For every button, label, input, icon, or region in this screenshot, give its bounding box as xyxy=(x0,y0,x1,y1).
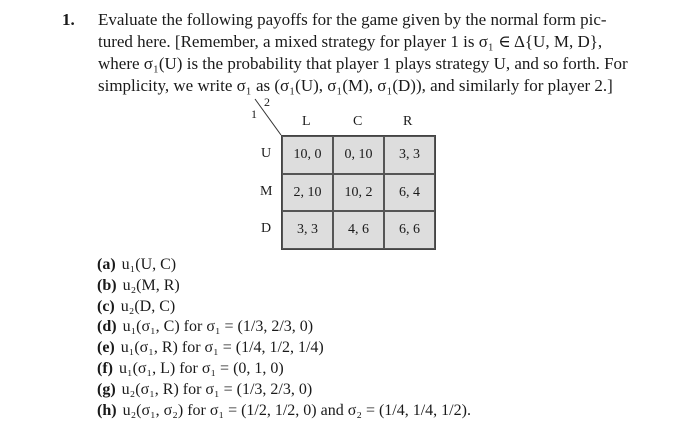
sub-question xyxy=(97,277,180,295)
sub-question-label: (f) xyxy=(97,360,113,377)
sub-question-text: u₁(U, C) xyxy=(121,256,177,273)
payoff-cell: 0, 10 xyxy=(333,136,384,174)
payoff-cell: 10, 0 xyxy=(282,136,333,174)
column-header: R xyxy=(403,114,413,129)
row-header: D xyxy=(261,221,272,236)
column-header: L xyxy=(302,114,311,129)
sub-question-label: (e) xyxy=(97,339,115,357)
sub-question-label: (a) xyxy=(97,256,116,273)
payoff-matrix xyxy=(281,135,436,250)
question-line: tured here. [Remember, a mixed strategy for player 1 is σ₁ ∈ Δ{U, M, D}, xyxy=(98,32,603,51)
sub-question-text: u₂(D, C) xyxy=(120,297,176,315)
payoff-cell: 3, 3 xyxy=(282,211,333,249)
row-header: M xyxy=(260,184,273,199)
payoff-cell: 10, 2 xyxy=(333,174,384,212)
sub-question-text: u₂(σ₁, R) for σ₁ = (1/3, 2/3, 0) xyxy=(121,380,313,398)
column-player-label: 2 xyxy=(264,95,270,109)
sub-question-label: (b) xyxy=(97,276,117,294)
sub-question-label: (h) xyxy=(97,401,117,419)
payoff-cell: 6, 4 xyxy=(384,174,435,212)
sub-question xyxy=(97,318,313,336)
sub-question xyxy=(97,298,175,316)
payoff-cell: 6, 6 xyxy=(384,211,435,249)
sub-question-label: (c) xyxy=(97,297,115,315)
sub-question xyxy=(97,256,176,274)
question-line: simplicity, we write σ₁ as (σ₁(U), σ₁(M), σ₁(D)), and similarly for player 2.] xyxy=(98,76,613,95)
sub-question xyxy=(97,381,312,399)
sub-question-label: (d) xyxy=(97,318,117,336)
sub-question-text: u₁(σ₁, R) for σ₁ = (1/4, 1/2, 1/4) xyxy=(120,339,324,357)
sub-question-label: (g) xyxy=(97,380,116,398)
question-number: 1. xyxy=(62,10,75,29)
column-header: C xyxy=(353,114,363,129)
sub-question xyxy=(97,360,284,378)
payoff-cell: 3, 3 xyxy=(384,136,435,174)
sub-question-text: u₁(σ₁, L) for σ₁ = (0, 1, 0) xyxy=(118,360,284,377)
row-header: U xyxy=(261,146,272,161)
question-line: where σ₁(U) is the probability that player 1 plays strategy U, and so forth. For xyxy=(98,54,628,73)
sub-question xyxy=(97,402,471,420)
sub-question-text: u₂(σ₁, σ₂) for σ₁ = (1/2, 1/2, 0) and σ₂ = (1/4, 1/4, 1/2). xyxy=(122,401,471,419)
payoff-cell: 4, 6 xyxy=(333,211,384,249)
sub-question-text: u₁(σ₁, C) for σ₁ = (1/3, 2/3, 0) xyxy=(122,318,314,336)
sub-question-text: u₂(M, R) xyxy=(122,276,180,294)
row-player-label: 1 xyxy=(251,107,257,121)
payoff-cell: 2, 10 xyxy=(282,174,333,212)
question-line: Evaluate the following payoffs for the game given by the normal form pic- xyxy=(98,10,607,29)
sub-question xyxy=(97,339,324,357)
